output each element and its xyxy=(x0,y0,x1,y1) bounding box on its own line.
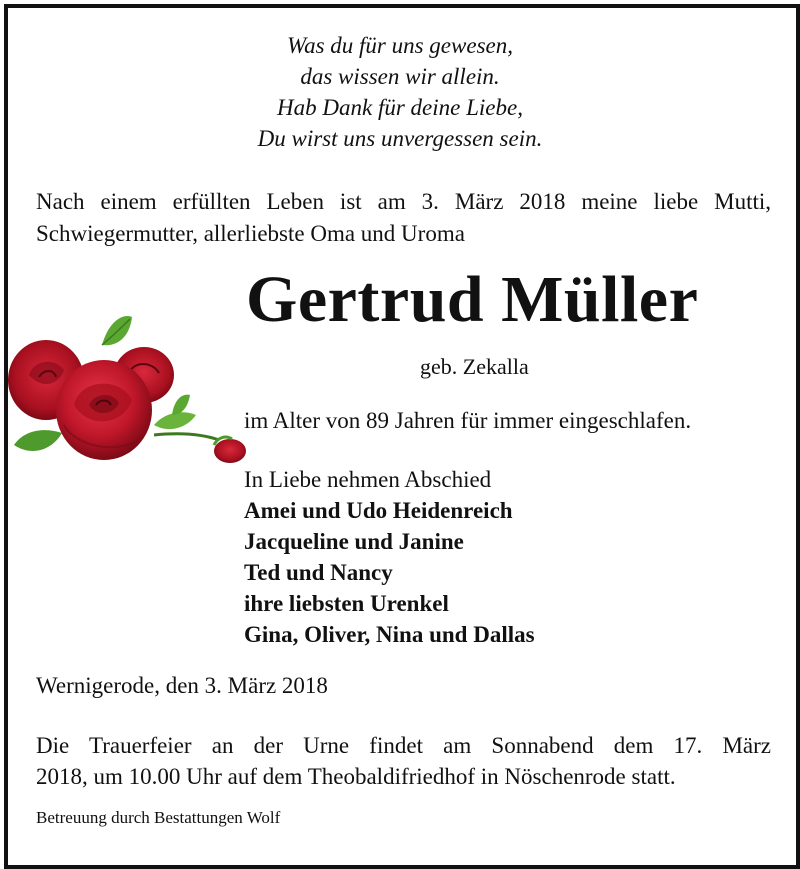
funeral-line: 2018, um 10.00 Uhr auf dem Theobaldifriedhof in Nöschenrode statt. xyxy=(36,764,676,789)
mourner-name: Jacqueline und Janine xyxy=(244,529,464,554)
undertaker-credit: Betreuung durch Bestattungen Wolf xyxy=(36,808,281,827)
poem-line: das wissen wir allein. xyxy=(300,64,500,89)
intro-line: Schwiegermutter, allerliebste Oma und Uroma xyxy=(36,221,465,246)
rose xyxy=(56,360,152,460)
poem-line: Du wirst uns unvergessen sein. xyxy=(257,126,543,151)
poem xyxy=(0,30,800,154)
birth-name: geb. Zekalla xyxy=(420,354,529,379)
funeral-info xyxy=(36,730,771,792)
funeral-line: Die Trauerfeier an der Urne findet am Sonnabend dem 17. März xyxy=(36,733,771,758)
rose-bud xyxy=(214,437,246,463)
mourner-name: Gina, Oliver, Nina und Dallas xyxy=(244,622,535,647)
poem-line: Was du für uns gewesen, xyxy=(287,33,513,58)
deceased-name: Gertrud Müller xyxy=(246,263,699,336)
mourners-heading: In Liebe nehmen Abschied xyxy=(244,467,492,492)
mourner-name: Ted und Nancy xyxy=(244,560,393,585)
roses-illustration xyxy=(4,305,254,470)
poem-line: Hab Dank für deine Liebe, xyxy=(277,95,523,120)
intro-text xyxy=(36,186,771,250)
place-date: Wernigerode, den 3. März 2018 xyxy=(36,673,328,698)
mourner-name: ihre liebsten Urenkel xyxy=(244,591,449,616)
mourners-list xyxy=(244,464,535,650)
age-text: im Alter von 89 Jahren für immer eingeschlafen. xyxy=(244,408,692,433)
mourner-name: Amei und Udo Heidenreich xyxy=(244,498,513,523)
intro-line: Nach einem erfüllten Leben ist am 3. März 2018 meine liebe Mutti, xyxy=(36,189,771,214)
